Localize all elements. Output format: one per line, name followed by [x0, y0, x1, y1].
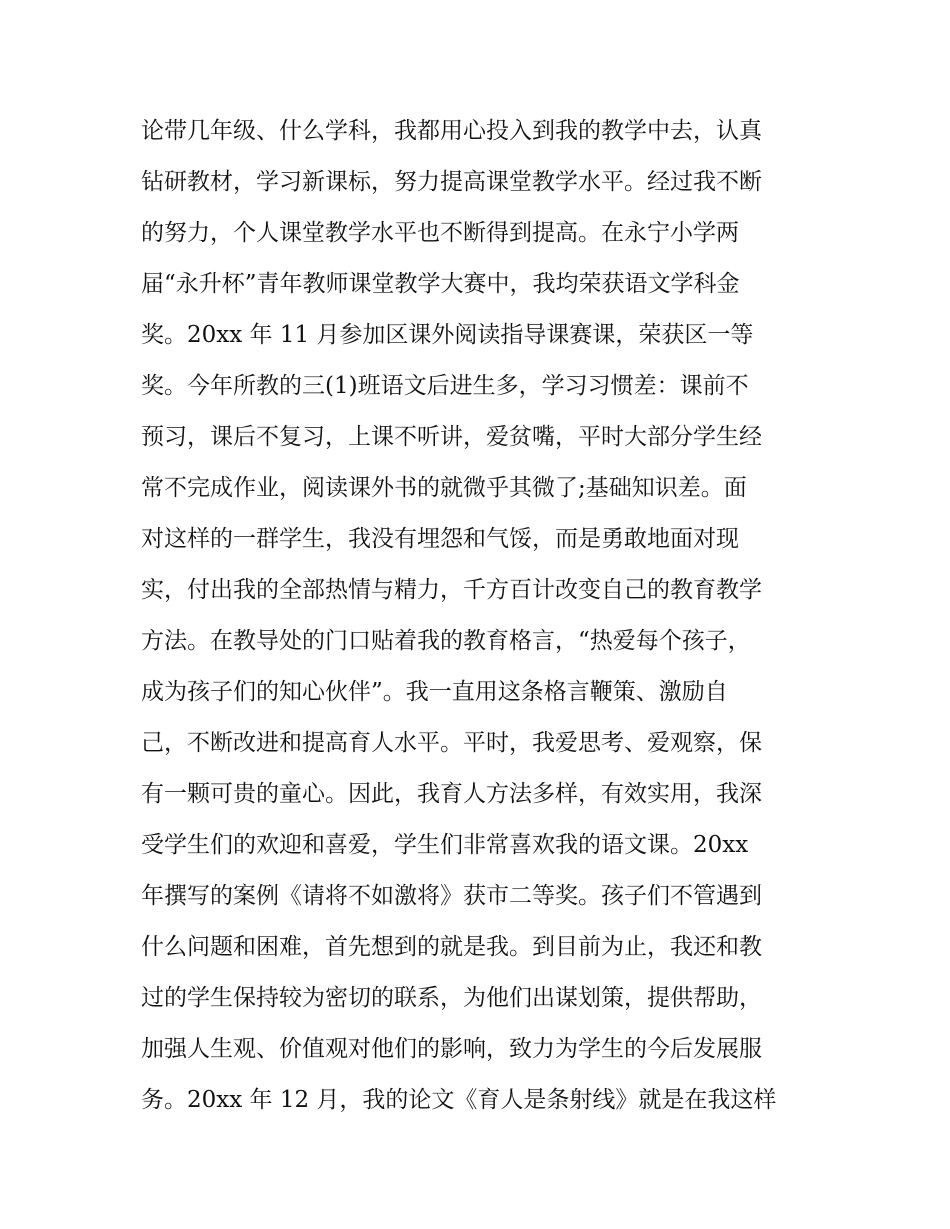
- text-line: 钻研教材，学习新课标，努力提高课堂教学水平。经过我不断: [141, 169, 762, 195]
- text-line: 什么问题和困难，首先想到的就是我。到目前为止，我还和教: [141, 934, 762, 960]
- text-line: 实，付出我的全部热情与精力，千方百计改变自己的教育教学: [141, 577, 762, 603]
- text-line: 己，不断改进和提高育人水平。平时，我爱思考、爱观察，保: [141, 730, 762, 756]
- text-line: 奖。20xx 年 11 月参加区课外阅读指导课赛课，荣获区一等: [141, 322, 754, 348]
- text-line: 常不完成作业，阅读课外书的就微乎其微了;基础知识差。面: [141, 475, 747, 501]
- text-line: 预习，课后不复习，上课不听讲，爱贫嘴，平时大部分学生经: [141, 424, 762, 450]
- text-line: 有一颗可贵的童心。因此，我育人方法多样，有效实用，我深: [141, 781, 762, 807]
- text-line: 加强人生观、价值观对他们的影响，致力为学生的今后发展服: [141, 1036, 762, 1062]
- text-line: 的努力，个人课堂教学水平也不断得到提高。在永宁小学两: [141, 220, 739, 246]
- text-line: 务。20xx 年 12 月，我的论文《育人是条射线》就是在我这样: [141, 1087, 777, 1113]
- document-body: [141, 106, 821, 1126]
- text-line: 成为孩子们的知心伙伴”。我一直用这条格言鞭策、激励自: [141, 679, 728, 705]
- text-line: 届“永升杯”青年教师课堂教学大赛中，我均荣获语文学科金: [141, 271, 740, 297]
- text-line: 方法。在教导处的门口贴着我的教育格言，“热爱每个孩子，: [141, 628, 751, 654]
- text-line: 奖。今年所教的三(1)班语文后进生多，学习习惯差：课前不: [141, 373, 749, 399]
- text-line: 受学生们的欢迎和喜爱，学生们非常喜欢我的语文课。20xx: [141, 832, 749, 858]
- text-line: 对这样的一群学生，我没有埋怨和气馁，而是勇敢地面对现: [141, 526, 739, 552]
- text-line: 过的学生保持较为密切的联系，为他们出谋划策，提供帮助，: [141, 985, 762, 1011]
- text-line: 论带几年级、什么学科，我都用心投入到我的教学中去，认真: [141, 118, 762, 144]
- text-line: 年撰写的案例《请将不如激将》获市二等奖。孩子们不管遇到: [141, 883, 762, 909]
